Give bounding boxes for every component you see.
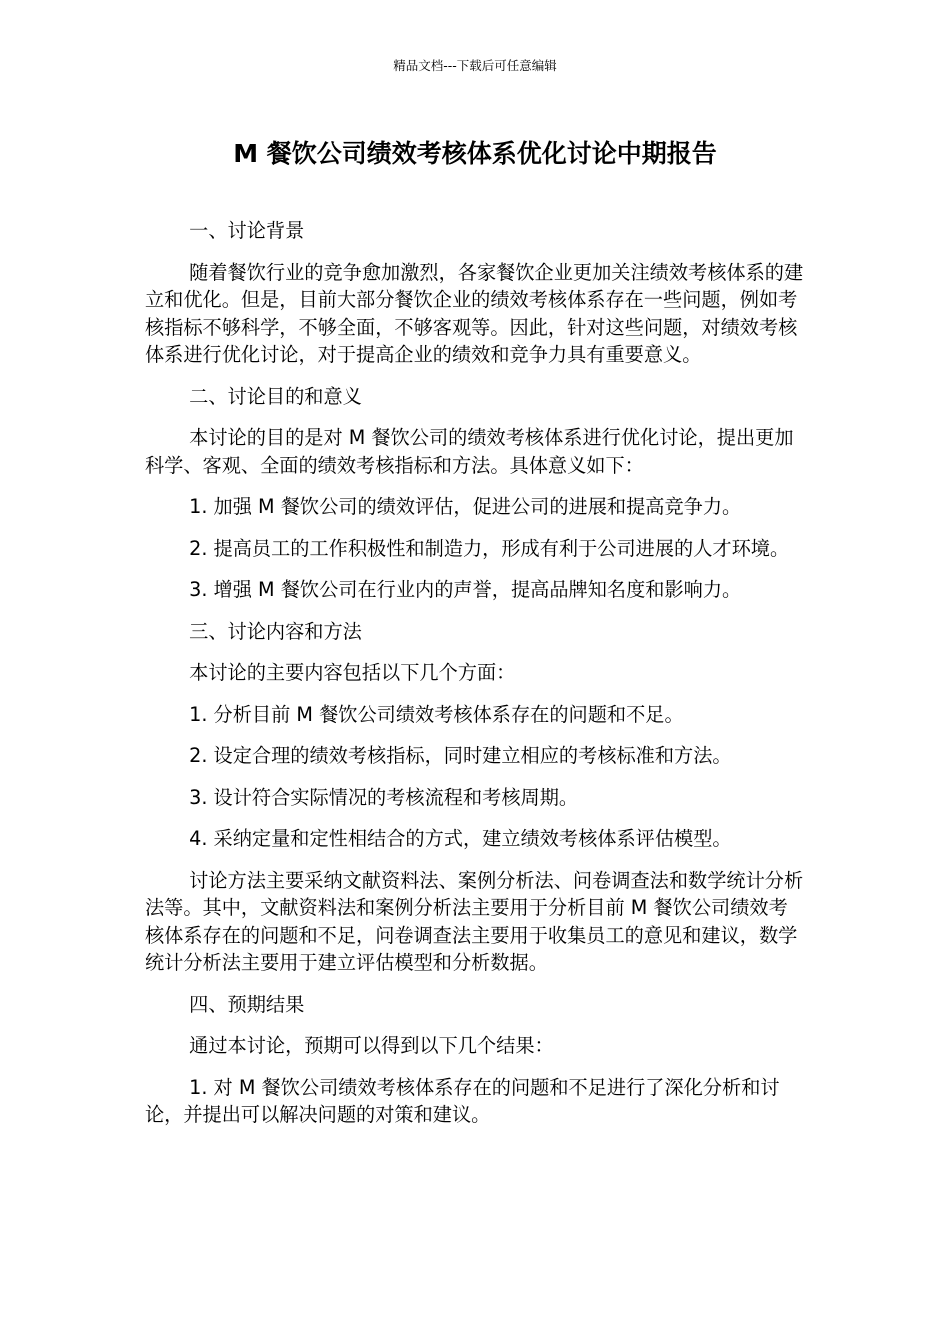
section-heading-content-methods: 三、讨论内容和方法 (189, 619, 362, 643)
list-item: 1. 加强 M 餐饮公司的绩效评估，促进公司的进展和提高竞争力。 (189, 495, 742, 518)
document-title: M 餐饮公司绩效考核体系优化讨论中期报告 (233, 139, 717, 168)
section-heading-background: 一、讨论背景 (189, 219, 305, 242)
paragraph-content-intro: 本讨论的主要内容包括以下几个方面： (189, 661, 516, 684)
list-item: 3. 增强 M 餐饮公司在行业内的声誉，提高品牌知名度和影响力。 (189, 578, 742, 601)
document-body (145, 217, 805, 1143)
paragraph-results-intro: 通过本讨论，预期可以得到以下几个结果： (189, 1034, 554, 1057)
section-heading-expected-results: 四、预期结果 (189, 992, 305, 1016)
page-header: 精品文档---下载后可任意编辑 (393, 58, 557, 73)
list-item: 1. 对 M 餐饮公司绩效考核体系存在的问题和不足进行了深化分析和讨论，并提出可以解决问题的对策和建议。 (145, 1075, 780, 1126)
paragraph-methods: 讨论方法主要采纳文献资料法、案例分析法、问卷调查法和数学统计分析法等。其中，文献资料法和案例分析法主要用于分析目前 M 餐饮公司绩效考核体系存在的问题和不足，问卷调查法主要用于收集员工的意见和建议，数学统计分析法主要用于建立评估模型和分析数据。 (145, 868, 804, 974)
paragraph-purpose: 本讨论的目的是对 M 餐饮公司的绩效考核体系进行优化讨论，提出更加科学、客观、全面的绩效考核指标和方法。具体意义如下： (145, 426, 794, 477)
list-item: 1. 分析目前 M 餐饮公司绩效考核体系存在的问题和不足。 (189, 702, 684, 726)
section-heading-purpose: 二、讨论目的和意义 (189, 384, 362, 408)
list-item: 4. 采纳定量和定性相结合的方式，建立绩效考核体系评估模型。 (189, 827, 732, 850)
list-item: 3. 设计符合实际情况的考核流程和考核周期。 (189, 785, 579, 809)
list-item: 2. 设定合理的绩效考核指标，同时建立相应的考核标准和方法。 (189, 744, 732, 767)
list-item: 2. 提高员工的工作积极性和制造力，形成有利于公司进展的人才环境。 (189, 536, 790, 560)
paragraph-background: 随着餐饮行业的竞争愈加激烈，各家餐饮企业更加关注绩效考核体系的建立和优化。但是，目前大部分餐饮企业的绩效考核体系存在一些问题，例如考核指标不够科学，不够全面，不够客观等。因此，针对这些问题，对绩效考核体系进行优化讨论，对于提高企业的绩效和竞争力具有重要意义。 (145, 260, 804, 366)
